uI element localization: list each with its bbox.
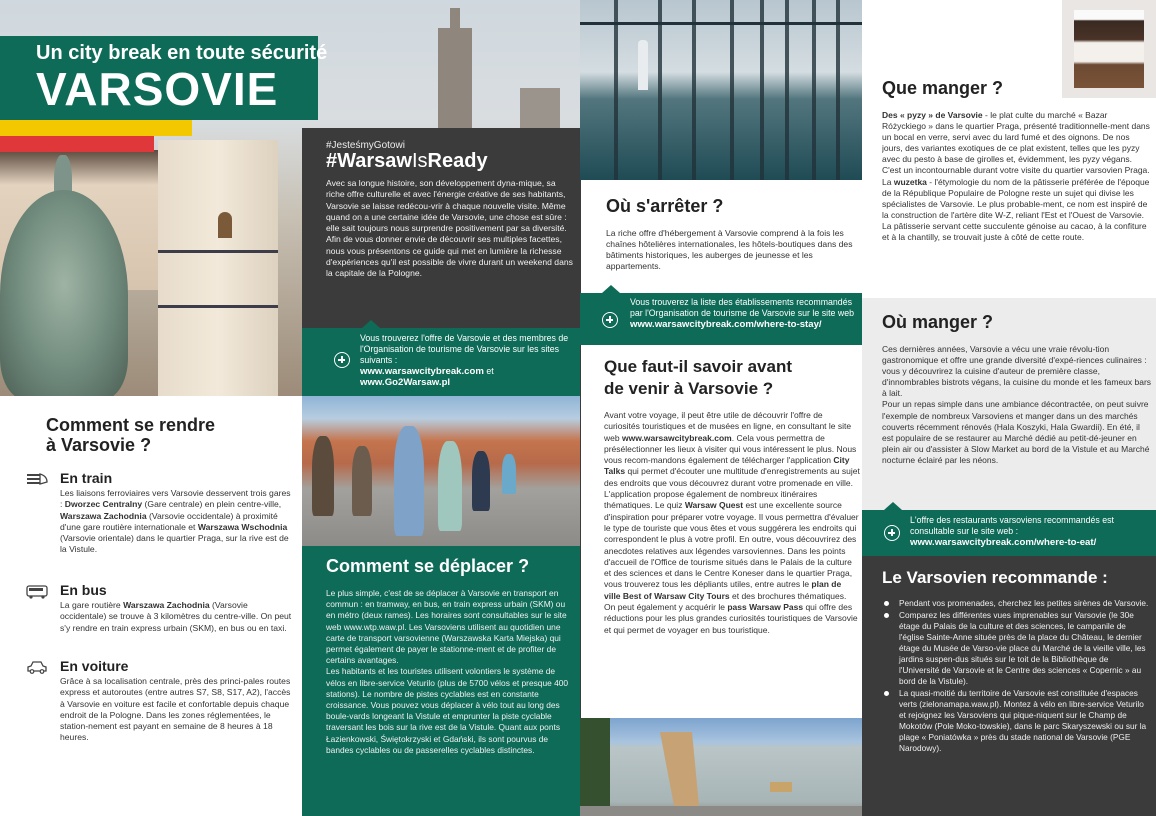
flag-stripe-yellow [0,120,192,136]
link-go2warsaw[interactable]: www.Go2Warsaw.pl [360,377,451,388]
text-run: Les liaisons ferroviaires vers Varsovie desservent trois gares : [60,488,291,510]
hashtag-part: #Warsaw [326,150,412,172]
bullet-icon [884,613,889,618]
person-silhouette [638,40,648,90]
palace-spire-shape [450,8,460,34]
bus-icon [26,585,48,599]
train-text [60,488,292,556]
ground-shape [580,806,862,816]
heading-recommend: Le Varsovien recommande : [882,568,1108,587]
cyclist-shape [312,436,334,516]
cake-shape [1074,10,1144,88]
window-frame [580,22,862,25]
recommend-panel [862,556,1156,816]
train-icon [26,472,48,486]
list-item-text: Comparez les différentes vues imprenables sur Varsovie (le 30e étage du Palais de la culture et des sciences, le campanile de l'église Sainte-Anne située près de la place du Château, le dernier étage du Musée de Varso-vie place du Marché de la vieille ville, les jardins suspen-dus situés sur le toit de la Bibliothèque de l'Université de Varsovie et le Centre des sciences « Copernic » au bord de la Vistule). [899,610,1146,686]
text-run: est une excellente source d'inspiration pour préparer votre voyage. Il vous permettra d'évaluer le type de touriste que vous êtes et vous suggérera les endroits qui correspondent le plus à votre profil. En outre, vous découvrirez des anecdotes relatives aux légendes varsoviennes. Dans les points d'accueil de l'Office de tourisme situés dans le Palais de la culture et des sciences et dans le Centre Koneser dans le quartier Praga, vous trouverez tous les dépliants utiles, entre autres le [604,500,859,590]
where-to-eat-text [882,344,1152,466]
text-run: La [882,176,894,187]
dome-shape [0,190,128,396]
window-frame [836,0,840,180]
title-subtitle: Un city break en toute sécurité [36,42,328,64]
know-text [604,410,860,636]
link-warsawcitybreak[interactable]: www.warsawcitybreak.com [621,432,732,443]
hashtag-part: Ready [427,150,488,172]
stay-text: La riche offre d'hébergement à Varsovie comprend à la fois les chaînes hôtelières internationales, les hôtels-boutiques dans des bâtiments historiques, les auberges de jeunesse et les appartements. [606,228,853,271]
list-item-text: La quasi-moitié du territoire de Varsovie est constituée d'espaces verts (zielonamapa.waw.pl). Montez à vélo en libre-service Veturilo et rejoignez les Varsoviens qui pique-niquent sur le Champ de Mokotów (Pole Moko-towskie), dans le parc Skaryszewski ou sur la plage « Poniatówka » près du stade national de Varsovie (PGE Narodowy). [899,688,1147,753]
map-name: plan de ville Best of Warsaw City Tours [604,579,842,601]
window-frame [730,0,734,180]
cyclist-shape [438,441,462,531]
paragraph: Le plus simple, c'est de se déplacer à Varsovie en transport en commun : en tramway, en bus, en train express urbain (SKM) ou en métro (deux rames). Les horaires sont consultables sur le site web www.wtp.waw.pl. Les Varsoviens utilisent au quotidien une carte de transport varsovienne (Warszawska Karta Miejska) qui permet également de payer le stationne-ment et de profiter de certains avantages. [326,588,567,666]
text-run: (Varsovie occidentale) se trouve à 3 kilomètres du centre-ville. On peut s'y rendre en train express urbain (SKM), en bus ou en taxi. [60,600,292,633]
text-run: La gare routière [60,600,124,610]
building-shape [520,88,560,128]
hashtag-part: Is [411,150,428,172]
callout-notch [602,285,620,293]
photo-wuzetka-cake [1062,0,1156,98]
quiz-name: Warsaw Quest [684,500,744,511]
train-title: En train [60,470,113,486]
info-and: et [483,366,494,376]
text-run: - l'étymologie du nom de la pâtisserie préférée de l'époque de la République Populaire de Pologne reste un sujet qui divise les spécialistes de Varsovie. Le plus probable-ment, ce nom est inspiré de la construction de l'artère dite W-Z, reliant l'Est et l'Ouest de Varsovie. La pâtisserie servant cette succulente génoise au cacao, à la confiture et à la chantilly, se trouvait juste à côté de cette route. [882,176,1150,243]
link-where-to-stay[interactable]: www.warsawcitybreak.com/where-to-stay/ [630,319,822,330]
plus-circle-icon [334,352,350,368]
station-name: Warszawa Wschodnia [197,521,288,532]
column-divider [580,180,581,718]
palace-of-culture-shape [438,28,472,128]
pass-name: pass Warsaw Pass [727,602,804,613]
window-frame [614,0,618,180]
where-to-eat-info-text [910,515,1150,548]
text-run: qui permet d'écouter une multitude d'enregistrements au sujet des endroits que vous découvrez durant votre promenade en ville. L'application propose également de nombreux itinéraires thématiques. Le quiz [604,466,860,511]
hashtag-big [326,150,488,173]
stay-info-box [580,293,862,345]
museum-entrance-shape [660,732,700,816]
text-run: (Varsovie occidentale) à proximité d'une gare routière internationale et [60,510,278,532]
intro-info-box [302,328,580,396]
bullet-icon [884,691,889,696]
pedestrian-shape [502,454,516,494]
text-run: (Gare centrale) en plein centre-ville, [142,499,282,510]
museum-window [770,782,792,792]
getting-around-text [326,588,572,756]
station-name: Dworzec Centralny [64,499,143,510]
paragraph: Pour un repas simple dans une ambiance décontractée, on peut suivre l'exemple de nombreux Varsoviens et manger dans un des marchés couverts récemment rénovés (Hala Koszyki, Hala Gwardii). En été, il est populaire de se restaurer au Marché dédié au petit-dé-jeuner en plein air ou d'assister à Slow Market au bord de la Vistule et au Marché nocturne éclairé par les néons. [882,399,1150,465]
car-text: Grâce à sa localisation centrale, près des princi-pales routes express et autoroutes (entre autres S7, S8, S17, A2), l'accès à Varsovie en voiture est facile et confortable depuis chaque endroit de la Pologne. Dans les zones réglementées, le station-nement est payant en semaine de 8 heures à 18 heures. [60,676,291,743]
station-name: Warszawa Zachodnia [123,600,210,610]
hashtag-small: #JesteśmyGotowi [326,140,405,151]
heading-line: à Varsovie ? [46,435,152,455]
callout-notch [884,502,902,510]
intro-text: Avec sa longue histoire, son développement dyna-mique, sa riche offre culturelle et avec l'énergie créative de ses habitants, Varsovie se laisse redécou-vrir à chaque nouvelle visite. Même quand on a une certaine idée de Varsovie, une chose est sûre : elle sait toujours nous surprendre positivement par sa diversité. Afin de vous donner envie de découvrir ses multiples facettes, nous vous présentons ce guide qui met en lumière la richesse d'expériences qu'il est possible de vivre durant un weekend dans la capitale de la Pologne. [326,178,573,279]
car-title: En voiture [60,658,129,674]
eat-text [882,110,1152,243]
text-run: Avant votre voyage, il peut être utile de découvrir l'offre de curiosités touristiques et de musées en ligne, en consultant le site web [604,410,852,443]
cyclist-shape [352,446,372,516]
callout-notch [362,320,380,328]
photo-polin-museum [580,718,862,816]
window-frame [785,0,789,180]
text-run: qui offre des réductions pour les plus grandes curiosités touristiques de Varsovie et qui permet de voyager en bus touristique. [604,602,858,635]
bullet-icon [884,601,889,606]
heading-getting-there [46,415,286,455]
link-where-to-eat[interactable]: www.warsawcitybreak.com/where-to-eat/ [910,537,1097,548]
bus-title: En bus [60,582,107,598]
stay-info-text [630,297,858,330]
window-frame [760,0,764,180]
window-frame [692,0,696,180]
text-run: - le plat culte du marché « Bazar Różyckiego » dans le quartier Praga, présenté traditionnelle-ment dans un bocal en verre, servi avec du lard fumé et des oignons. De nos jours, des variantes exotiques de ce plat existent, telles que les pyzy avec du pesto à base de girolles et, évidemment, les pyzy végans. C'est un incontournable durant votre visite du quartier varsovien Praga. [882,110,1150,176]
window-frame [658,0,662,180]
text-run: et des brochures thématiques. On peut également y acquérir le [604,590,847,613]
list-item-text: Pendant vos promenades, cherchez les petites sirènes de Varsovie. [899,598,1149,608]
tree-shape [580,718,610,816]
car-icon [26,660,48,674]
tower-cornice [158,305,278,308]
app-name: City Talks [604,455,850,477]
bus-text [60,600,292,634]
heading-line: de venir à Varsovie ? [604,379,774,398]
list-item [882,688,1150,754]
plus-circle-icon [602,312,618,328]
recommend-list [882,598,1150,755]
flag-stripe-red [0,136,154,152]
info-text: Vous trouverez l'offre de Varsovie et des membres de l'Organisation de tourisme de Varsovie sur les sites suivants : [360,333,569,365]
where-to-eat-info-box [862,510,1156,556]
dish-name: Des « pyzy » de Varsovie [882,110,983,120]
title-main: VARSOVIE [36,63,279,115]
bell-tower-shape [158,140,278,396]
getting-around-panel [302,546,580,816]
tower-window [218,212,232,238]
heading-know-before [604,356,854,400]
list-item [882,598,1150,609]
photo-infinity-pool [580,0,862,180]
station-name: Warszawa Zachodnia [60,510,147,521]
window-frame [812,0,816,180]
paragraph: Ces dernières années, Varsovie a vécu une vraie révolu-tion gastronomique et offre une grande diversité d'expé-riences culinaires : vous y découvrirez la cuisine d'auteur de première classe, d'innombrables bistrots végans, la cuisine du monde et les fameux bars à lait. [882,344,1152,399]
pedestrian-shape [472,451,490,511]
heading-line: Comment se rendre [46,415,216,435]
heading-line: Que faut-il savoir avant [604,357,792,376]
photo-cyclists-castle-square [302,396,580,546]
plus-circle-icon [884,525,900,541]
info-text: Vous trouverez la liste des établissements recommandés par l'Organisation de tourisme de Varsovie sur le site web [630,297,854,318]
dish-name: wuzetka [893,176,927,187]
text-run: . Cela vous permettra de présélectionner les lieux à visiter qui vous intéressent le plus. Nous vous recom-mandons également de télécharger l'application [604,432,857,466]
cyclist-shape [394,426,424,536]
tower-cornice [158,250,278,253]
heading-getting-around: Comment se déplacer ? [326,556,530,576]
info-text: L'offre des restaurants varsoviens recommandés est consultable sur le site web : [910,515,1114,536]
intro-info-text [360,333,576,388]
list-item [882,610,1150,687]
heading-where-to-eat: Où manger ? [882,312,994,332]
link-warsawcitybreak[interactable]: www.warsawcitybreak.com [360,366,484,377]
heading-what-to-eat: Que manger ? [882,78,1004,98]
paragraph: Les habitants et les touristes utilisent volontiers le système de vélos en libre-service Veturilo (plus de 5700 vélos et presque 400 stations). Le nombre de pistes cyclables est en constante croissance. Vous pouvez vous déplacer à vélo tout au long des boule-vards longeant la Vistule et emprunter la piste cyclable traversant les bois sur la rive est de la Vistule. Quant aux ponts Łazienkowski, Świętokrzyski et Gdański, ils sont pourvus de bandes cyclables ou de passerelles cyclables distinctes. [326,666,569,755]
heading-stay: Où s'arrêter ? [606,196,724,216]
text-run: (Varsovie orientale) dans le quartier Praga, sur la rive est de la Vistule. [60,533,289,555]
intro-panel [302,128,580,328]
